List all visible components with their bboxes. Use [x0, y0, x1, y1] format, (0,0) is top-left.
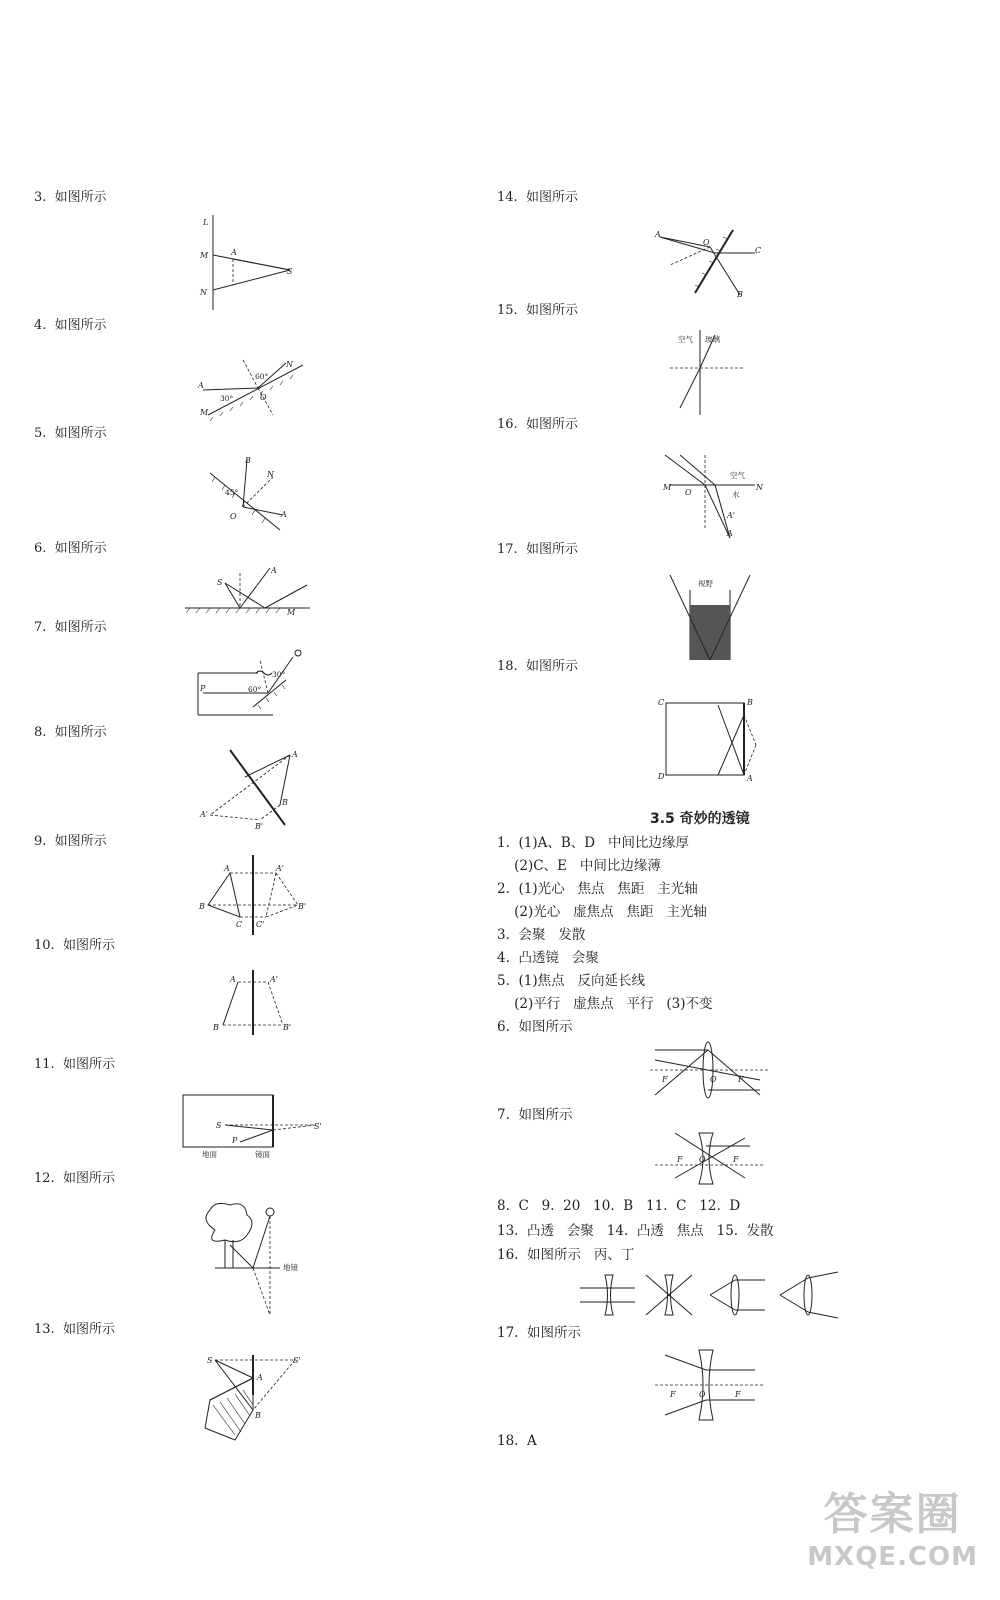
item-4-label: 4. 如图所示	[34, 318, 107, 333]
figure-10-mirror-image	[208, 970, 298, 1035]
label-B-prime: B'	[255, 822, 264, 831]
label-B: B	[255, 1411, 261, 1420]
answer-line: (2)光心 虚焦点 焦距 主光轴	[497, 904, 707, 920]
label-O: O	[685, 488, 692, 497]
label-A: A	[655, 230, 661, 239]
label-B: B	[213, 1023, 219, 1032]
lens-figure-6	[650, 1040, 770, 1100]
label-view: 视野	[698, 579, 713, 588]
figure-11-room-mirror	[180, 1090, 330, 1165]
label-F: F	[670, 1390, 676, 1399]
label-P: P	[232, 1136, 238, 1145]
lens-item-7-label: 7. 如图所示	[497, 1107, 573, 1123]
item-16-label: 16. 如图所示	[497, 417, 578, 432]
item-3-label: 3. 如图所示	[34, 190, 107, 205]
figure-16-refraction	[660, 450, 765, 540]
label-N: N	[756, 483, 763, 492]
figure-12-tree-reflection	[195, 1200, 315, 1320]
label-B: B	[282, 798, 288, 807]
label-C: C	[755, 246, 762, 255]
answer-line: 8. C 9. 20 10. B 11. C 12. D	[497, 1198, 741, 1214]
item-8-label: 8. 如图所示	[34, 725, 107, 740]
label-F: F	[733, 1155, 739, 1164]
label-D: D	[658, 772, 665, 781]
figure-17-well-view	[670, 570, 755, 665]
label-A: A	[292, 750, 298, 759]
answer-line: 3. 会聚 发散	[497, 927, 586, 943]
label-F: F	[738, 1075, 744, 1084]
figure-13-shadow-region	[205, 1350, 305, 1440]
well-water	[690, 605, 730, 660]
label-S: S	[287, 267, 293, 276]
figure-3-plane-mirror	[195, 215, 295, 310]
label-B-prime: B'	[298, 902, 307, 911]
label-O: O	[703, 238, 710, 247]
lens-figure-17	[655, 1345, 765, 1425]
label-O: O	[699, 1390, 706, 1399]
label-A-prime: A'	[276, 864, 284, 873]
answer-line: 13. 凸透 会聚 14. 凸透 焦点 15. 发散	[497, 1223, 774, 1239]
watermark	[807, 1478, 978, 1572]
label-A: A	[198, 381, 204, 390]
label-O: O	[699, 1155, 706, 1164]
lens-case-4	[780, 1272, 838, 1318]
angle-30: 30°	[272, 670, 286, 679]
label-A: A	[271, 566, 277, 575]
item-13-label: 13. 如图所示	[34, 1322, 115, 1337]
watermark-logo-text: 答案圈	[823, 1489, 962, 1540]
lens-case-1	[580, 1275, 635, 1315]
label-A-prime: A'	[270, 975, 278, 984]
answer-line: 4. 凸透镜 会聚	[497, 950, 599, 966]
label-M: M	[200, 251, 209, 260]
angle-60: 60°	[255, 372, 269, 381]
item-18-label: 18. 如图所示	[497, 659, 578, 674]
label-F: F	[677, 1155, 683, 1164]
label-B: B	[737, 290, 743, 299]
label-M: M	[200, 408, 209, 417]
lens-figure-7	[655, 1128, 765, 1188]
label-C-prime: C'	[256, 920, 265, 929]
label-B-prime: B'	[283, 1023, 292, 1032]
label-P: P	[200, 684, 206, 693]
lens-case-2	[646, 1275, 692, 1315]
figure-18-room-mirror	[658, 695, 758, 785]
label-F: F	[735, 1390, 741, 1399]
label-water: 水	[732, 490, 740, 499]
label-glass: 玻璃	[705, 335, 720, 344]
item-5-label: 5. 如图所示	[34, 426, 107, 441]
lens-item-16-label: 16. 如图所示 丙、丁	[497, 1247, 635, 1263]
label-O: O	[260, 393, 267, 402]
label-M: M	[663, 483, 672, 492]
answer-line: 6. 如图所示	[497, 1019, 573, 1035]
item-6-label: 6. 如图所示	[34, 541, 107, 556]
label-N: N	[286, 360, 293, 369]
section-title: 3.5 奇妙的透镜	[650, 811, 750, 827]
label-B: B	[245, 456, 251, 465]
figure-6-reflection	[185, 563, 315, 623]
label-A: A	[230, 975, 236, 984]
label-S: S	[216, 1121, 222, 1130]
item-17-label: 17. 如图所示	[497, 542, 578, 557]
item-11-label: 11. 如图所示	[34, 1057, 115, 1072]
label-S: S	[207, 1356, 213, 1365]
label-ground: 地面	[202, 1150, 217, 1159]
label-N: N	[267, 470, 274, 479]
lens-case-3	[710, 1275, 765, 1315]
label-C: C	[658, 698, 665, 707]
answer-line: (2)平行 虚焦点 平行 (3)不变	[497, 996, 713, 1012]
item-15-label: 15. 如图所示	[497, 303, 578, 318]
label-air: 空气	[678, 335, 693, 344]
figure-8-mirror-image	[200, 745, 305, 830]
label-A: A	[281, 510, 287, 519]
angle-60: 60°	[248, 685, 262, 694]
label-O: O	[710, 1075, 717, 1084]
label-mirror: 地镜	[283, 1263, 298, 1272]
label-B: B	[747, 698, 753, 707]
item-12-label: 12. 如图所示	[34, 1171, 115, 1186]
item-14-label: 14. 如图所示	[497, 190, 578, 205]
label-L: L	[203, 218, 209, 227]
figure-14-reflection	[655, 225, 765, 300]
label-air: 空气	[730, 471, 745, 480]
watermark-url: MXQE.COM	[807, 1542, 978, 1572]
label-A-prime: A'	[727, 511, 735, 520]
label-S: S	[217, 578, 223, 587]
figure-5-reflection	[205, 455, 295, 535]
label-S-prime: S'	[314, 1122, 322, 1131]
figure-7-periscope	[198, 645, 313, 725]
answer-line: (2)C、E 中间比边缘薄	[497, 858, 661, 874]
label-mirror: 镜面	[255, 1150, 270, 1159]
item-10-label: 10. 如图所示	[34, 938, 115, 953]
figure-15-refraction	[670, 330, 750, 415]
label-A: A	[727, 529, 733, 538]
figure-4-reflection	[198, 355, 308, 420]
item-7-label: 7. 如图所示	[34, 620, 107, 635]
answer-line: 18. A	[497, 1433, 537, 1449]
angle-30: 30°	[220, 394, 234, 403]
answer-line: 1. (1)A、B、D 中间比边缘厚	[497, 835, 689, 851]
label-M: M	[287, 608, 296, 617]
label-A: A	[747, 774, 753, 783]
lens-figure-16	[580, 1270, 840, 1320]
figure-9-mirror-image	[198, 855, 308, 935]
label-A-prime: A'	[200, 810, 208, 819]
lens-item-17-label: 17. 如图所示	[497, 1325, 582, 1341]
label-C: C	[236, 920, 243, 929]
label-S-prime: S'	[293, 1356, 301, 1365]
label-A: A	[224, 864, 230, 873]
label-F: F	[662, 1075, 668, 1084]
answer-line: 5. (1)焦点 反向延长线	[497, 973, 645, 989]
angle-45: 45°	[225, 488, 239, 497]
label-N: N	[200, 288, 207, 297]
label-O: O	[230, 512, 237, 521]
label-B: B	[199, 902, 205, 911]
answer-line: 2. (1)光心 焦点 焦距 主光轴	[497, 881, 698, 897]
item-9-label: 9. 如图所示	[34, 834, 107, 849]
label-A: A	[231, 248, 237, 257]
label-A: A	[257, 1373, 263, 1382]
